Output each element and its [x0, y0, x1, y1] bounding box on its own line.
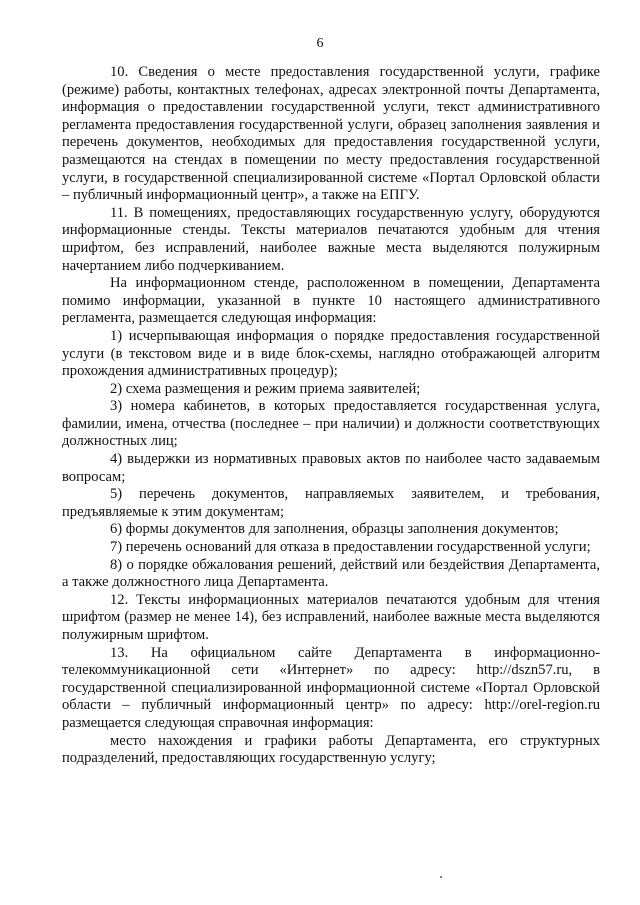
paragraph-10: 10. Сведения о месте предоставления государственной услуги, графике (режиме) работы, контактных телефонах, адресах электронной почты Департамента, информация о предоставлении государственной услуги, текст административного регламента предоставления государственной услуги, образец заполнения заявления и перечень документов, необходимых для предоставления государственной услуги, размещаются на стендах в помещении по месту предоставления государственной услуги, в государственной специализированной системе «Портал Орловской области – публичный информационный центр», а также на ЕПГУ. — [62, 64, 600, 204]
list-item-6: 6) формы документов для заполнения, образцы заполнения документов; — [110, 521, 559, 538]
list-item-5: 5) перечень документов, направляемых заявителем, и требования, предъявляемые к этим документам; — [62, 486, 600, 520]
paragraph-location: место нахождения и графики работы Департамента, его структурных подразделений, предоставляющих государственную услугу; — [62, 732, 600, 767]
scan-speck — [440, 876, 442, 878]
list-item-1: 1) исчерпывающая информация о порядке предоставления государственной услуги (в текстовом виде и в виде блок-схемы, наглядно отображающей алгоритм прохождения административных процедур); — [62, 327, 600, 380]
paragraph-stand-intro: На информационном стенде, расположенном в помещении, Департамента помимо информации, указанной в пункте 10 настоящего административного регламента, размещается следующая информация: — [62, 275, 600, 327]
list-item-2: 2) схема размещения и режим приема заявителей; — [110, 380, 421, 397]
paragraph-12: 12. Тексты информационных материалов печатаются удобным для чтения шрифтом (размер не менее 14), без исправлений, наиболее важные места выделяются полужирным шрифтом. — [62, 591, 600, 643]
list-item-3: 3) номера кабинетов, в которых предоставляется государственная услуга, фамилии, имена, отчества (последнее – при наличии) и должности соответствующих должностных лиц; — [62, 398, 600, 450]
document-body — [62, 64, 600, 768]
paragraph-11: 11. В помещениях, предоставляющих государственную услугу, оборудуются информационные стенды. Тексты материалов печатаются удобным для чтения шрифтом, без исправлений, наиболее важные места выделяются полужирным начертанием либо подчеркиванием. — [62, 204, 600, 274]
list-item-7: 7) перечень оснований для отказа в предоставлении государственной услуги; — [110, 539, 591, 556]
page-number: 6 — [316, 36, 324, 51]
list-item-4: 4) выдержки из нормативных правовых актов по наиболее часто задаваемым вопросам; — [62, 451, 600, 485]
paragraph-13: 13. На официальном сайте Департамента в информационно-телекоммуникационной сети «Интернет» по адресу: http://dszn57.ru, в государственной специализированной информационной системе «Портал Орловской области – публичный информационный центр» по адресу: http://orel-region.ru размещается следующая справочная информация: — [62, 644, 600, 731]
list-item-8: 8) о порядке обжалования решений, действий или бездействия Департамента, а также должностного лица Департамента. — [62, 556, 600, 591]
